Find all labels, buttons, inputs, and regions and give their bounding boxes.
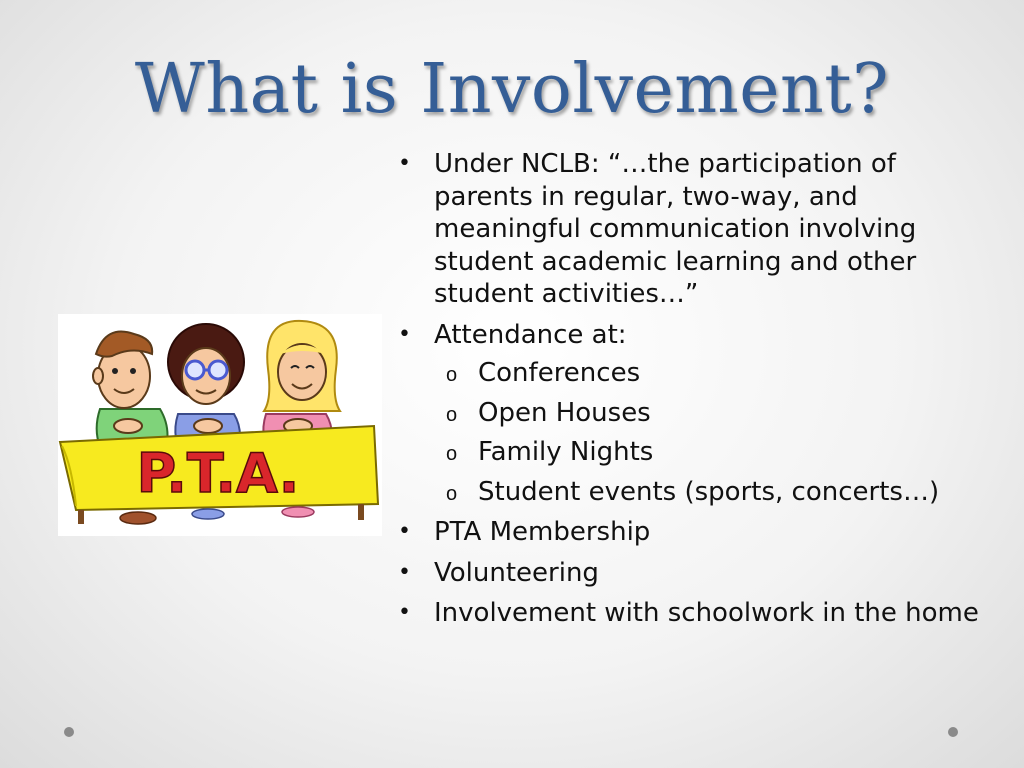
sub-bullet-item: o Conferences <box>434 357 994 390</box>
bullet-item: • PTA Membership <box>394 516 994 549</box>
sub-bullet-item: o Family Nights <box>434 436 994 469</box>
bullet-list <box>394 148 994 630</box>
bullet-item: • Under NCLB: “…the participation of parents in regular, two-way, and meaningful communication involving student academic learning and other student activities…” <box>394 148 994 311</box>
bullet-content <box>394 148 994 638</box>
corner-dot-right <box>948 727 958 737</box>
pta-banner-text: P.T.A. <box>136 442 300 505</box>
corner-dot-left <box>64 727 74 737</box>
sub-bullet-list <box>434 357 994 508</box>
slide-title: What is Involvement? <box>134 50 890 129</box>
bullet-item: • Volunteering <box>394 557 994 590</box>
bullet-label: Attendance at: <box>434 319 627 350</box>
sub-bullet-item: o Open Houses <box>434 397 994 430</box>
pta-clipart <box>58 314 382 536</box>
bullet-item-attendance <box>394 319 994 509</box>
sub-bullet-item: o Student events (sports, concerts…) <box>434 476 994 509</box>
bullet-item: • Involvement with schoolwork in the home <box>394 597 994 630</box>
